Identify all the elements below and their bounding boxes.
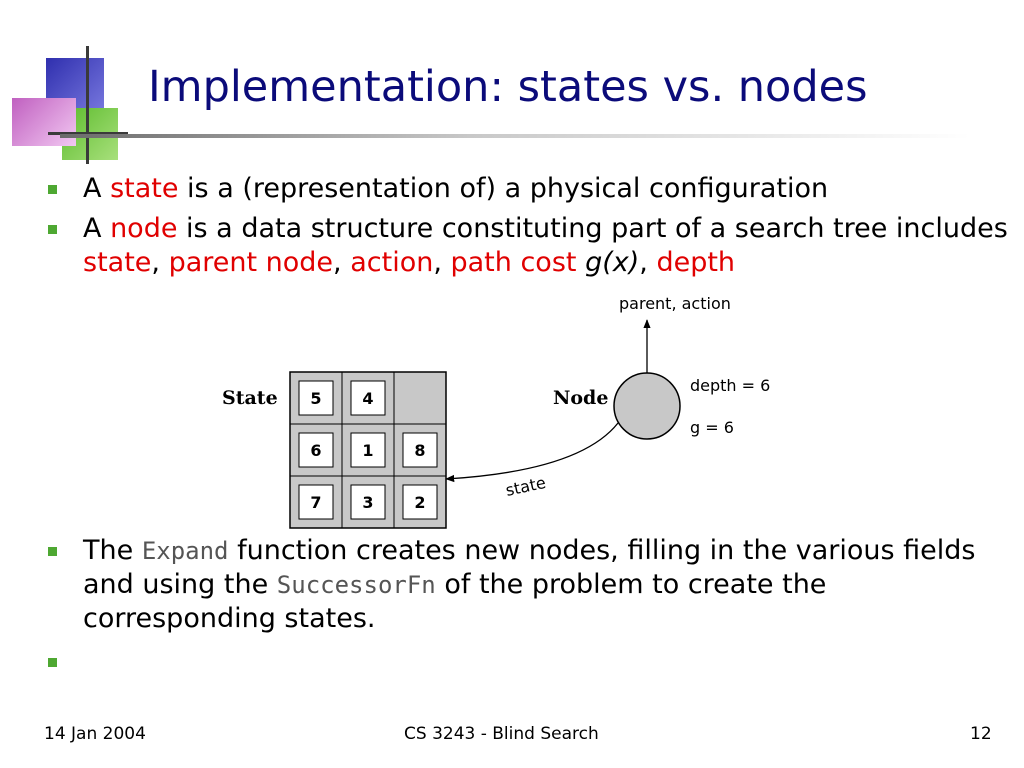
bullet-expand (48, 534, 1008, 642)
state-label: State (222, 387, 278, 409)
bullet-empty (48, 650, 83, 676)
decor-pink-square (12, 98, 76, 146)
decor-vertical-line (86, 46, 89, 164)
bullet-text-segment: node (110, 213, 178, 244)
bullet-marker (48, 185, 57, 194)
bullet-text-segment: SuccessorFn (276, 571, 436, 599)
bullet-text (83, 213, 1008, 278)
puzzle-tile-number: 6 (310, 441, 322, 460)
bullet-marker (48, 658, 57, 667)
puzzle-tile-number: 1 (362, 441, 374, 460)
bullet-marker (48, 547, 57, 556)
bullet-text (83, 173, 828, 204)
bullet-text-segment: is a (representation of) a physical configuration (178, 173, 829, 204)
bullet-text-segment (576, 247, 585, 278)
bullet-text-segment: A (83, 213, 111, 244)
bullet-text-segment: g(x) (585, 247, 640, 278)
bullet-text-segment: parent node (168, 247, 334, 278)
bullet-text-segment: depth (656, 247, 736, 278)
bullet-text-segment: action (350, 247, 434, 278)
puzzle-tile-number: 7 (310, 493, 322, 512)
parent-action-label: parent, action (619, 294, 731, 313)
bullet-text-segment: state (110, 173, 179, 204)
puzzle-grid (290, 372, 446, 528)
bullet-item (48, 172, 1008, 206)
bullet-text-segment: The (83, 535, 142, 566)
bullet-text-segment: A (83, 173, 111, 204)
node-circle (614, 373, 680, 439)
bullet-text-segment: Expand (141, 537, 229, 565)
puzzle-tile-number: 8 (414, 441, 426, 460)
bullet-text-segment: , (433, 247, 451, 278)
footer-page-number: 12 (970, 724, 992, 744)
g-label: g = 6 (690, 418, 734, 437)
state-node-diagram (210, 286, 800, 536)
node-label: Node (553, 387, 609, 409)
bullet-text-segment: state (83, 247, 152, 278)
puzzle-tile-number: 3 (362, 493, 374, 512)
slide-title: Implementation: states vs. nodes (148, 62, 868, 112)
puzzle-tile-number: 4 (362, 389, 374, 408)
bullet-marker (48, 225, 57, 234)
puzzle-tile-number: 2 (414, 493, 426, 512)
bullet-text-segment: , (333, 247, 351, 278)
depth-label: depth = 6 (690, 376, 771, 395)
title-divider (60, 134, 970, 138)
puzzle-tile-number: 5 (310, 389, 322, 408)
bullet-text-segment: , (639, 247, 657, 278)
bullet-item (48, 212, 1008, 280)
footer-course: CS 3243 - Blind Search (404, 724, 599, 744)
bullet-text-segment: function creates new nodes, filling in the various fields and using the (83, 535, 976, 600)
bullet-text-segment: path cost (450, 247, 577, 278)
bullet-text-segment: , (151, 247, 169, 278)
bullet-expand-text (83, 535, 976, 634)
bullet-text-segment: of the problem to create the corresponding states. (83, 569, 827, 634)
footer-date: 14 Jan 2004 (44, 724, 146, 744)
bullet-text-segment: is a data structure constituting part of a search tree includes (177, 213, 1008, 244)
bullet-list (48, 172, 1008, 286)
state-arrow (446, 423, 618, 479)
state-arrow-label: state (503, 472, 548, 500)
